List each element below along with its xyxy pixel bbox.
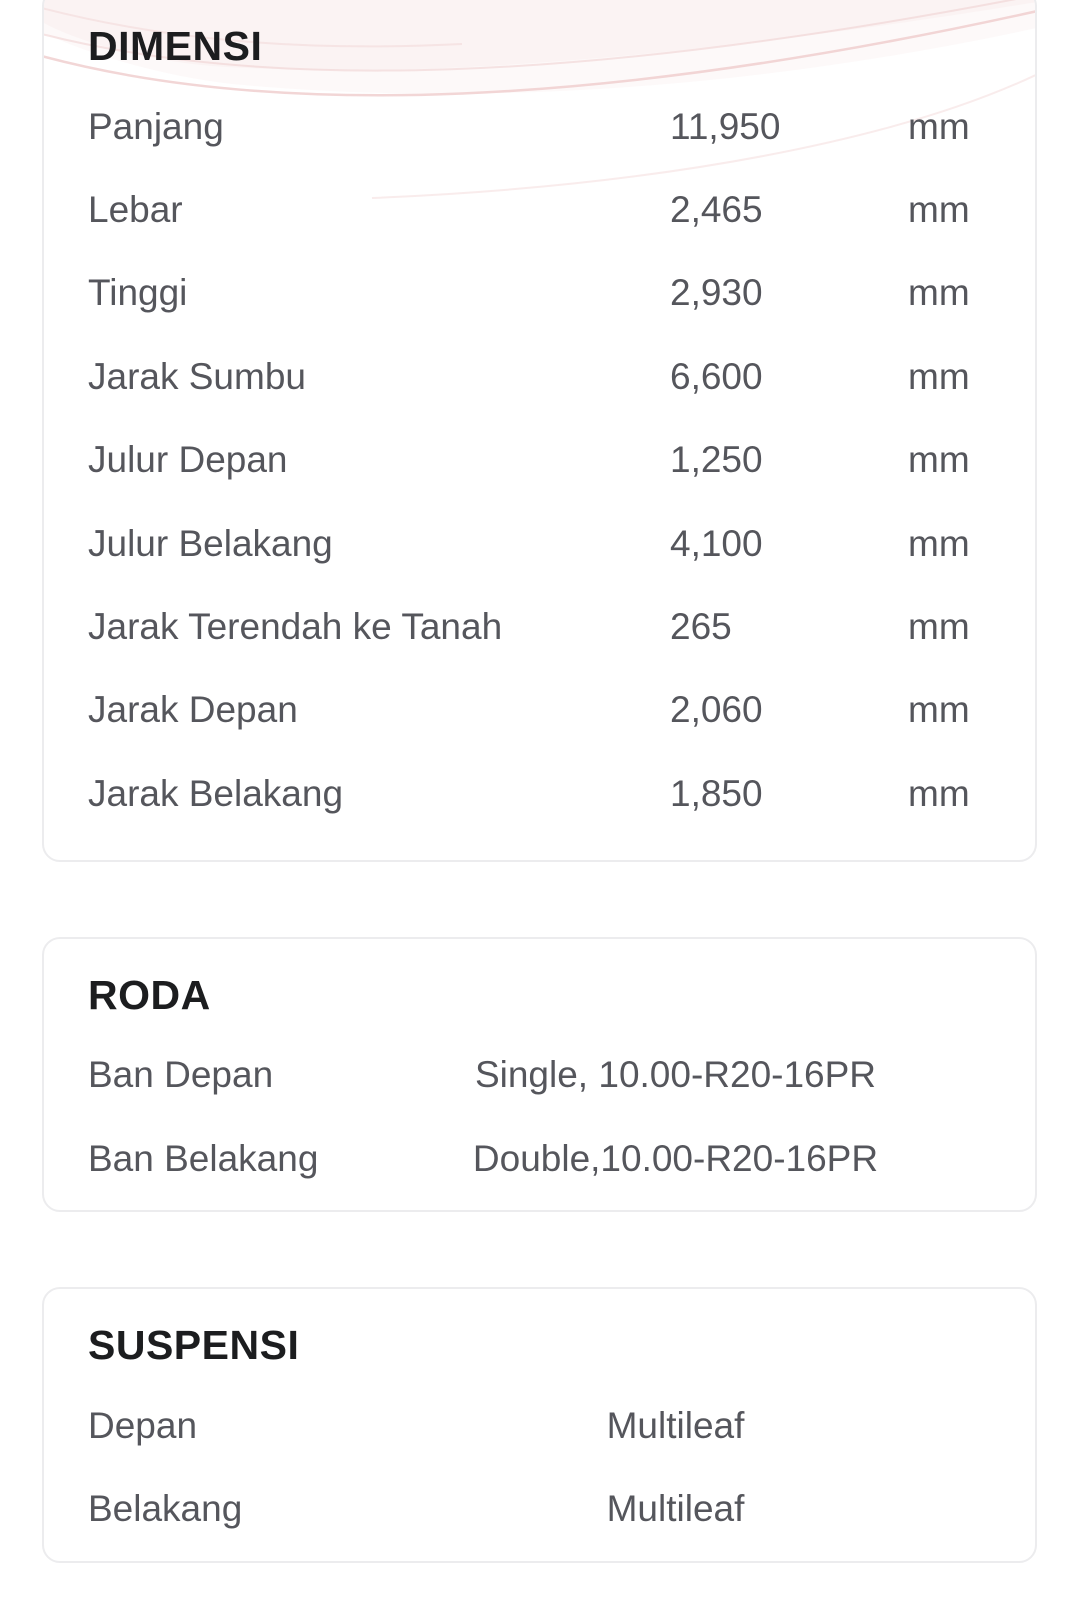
section-title-roda: RODA: [88, 971, 211, 1018]
table-row: [88, 168, 991, 251]
row-label: Julur Belakang: [88, 522, 333, 564]
row-label: Tinggi: [88, 272, 188, 314]
row-unit: mm: [908, 355, 970, 397]
table-row: [88, 1468, 991, 1551]
row-value: Double,10.00-R20-16PR: [472, 1137, 879, 1179]
row-unit: mm: [908, 522, 970, 564]
dimensi-table: [88, 85, 991, 836]
table-row: [88, 1034, 991, 1117]
row-value: 2,465: [670, 189, 763, 231]
row-label: Lebar: [88, 189, 183, 231]
row-value: 1,250: [670, 439, 763, 481]
roda-table: [88, 1034, 991, 1201]
table-row: [88, 502, 991, 585]
section-title-suspensi: SUSPENSI: [88, 1322, 300, 1369]
row-value: Multileaf: [606, 1488, 745, 1530]
row-label: Jarak Depan: [88, 689, 298, 731]
row-value: 2,060: [670, 689, 763, 731]
row-value: 2,930: [670, 272, 763, 314]
table-row: [88, 335, 991, 418]
table-row: [88, 1384, 991, 1467]
row-value: Single, 10.00-R20-16PR: [474, 1054, 877, 1096]
row-unit: mm: [908, 606, 970, 648]
row-label: Depan: [88, 1404, 198, 1446]
section-suspensi: [42, 1287, 1037, 1563]
table-row: [88, 669, 991, 752]
row-value: 1,850: [670, 772, 763, 814]
row-unit: mm: [908, 189, 970, 231]
row-value: 265: [670, 606, 732, 648]
section-roda: [42, 937, 1037, 1213]
row-value: 4,100: [670, 522, 763, 564]
row-label: Ban Belakang: [88, 1137, 319, 1179]
row-label: Julur Depan: [88, 439, 288, 481]
row-value: Multileaf: [606, 1404, 745, 1446]
row-unit: mm: [908, 272, 970, 314]
table-row: [88, 1117, 991, 1200]
row-unit: mm: [908, 772, 970, 814]
table-row: [88, 252, 991, 335]
table-row: [88, 752, 991, 835]
row-label: Jarak Terendah ke Tanah: [88, 606, 503, 648]
row-value: 11,950: [670, 105, 781, 147]
row-unit: mm: [908, 105, 970, 147]
row-label: Jarak Sumbu: [88, 355, 306, 397]
row-label: Belakang: [88, 1488, 243, 1530]
row-label: Ban Depan: [88, 1054, 274, 1096]
row-unit: mm: [908, 689, 970, 731]
table-row: [88, 419, 991, 502]
table-row: [88, 85, 991, 168]
section-dimensi: [42, 0, 1037, 862]
row-label: Panjang: [88, 105, 224, 147]
row-label: Jarak Belakang: [88, 772, 344, 814]
table-row: [88, 585, 991, 668]
suspensi-table: [88, 1384, 991, 1551]
row-unit: mm: [908, 439, 970, 481]
section-title-dimensi: DIMENSI: [88, 23, 263, 69]
row-value: 6,600: [670, 355, 763, 397]
